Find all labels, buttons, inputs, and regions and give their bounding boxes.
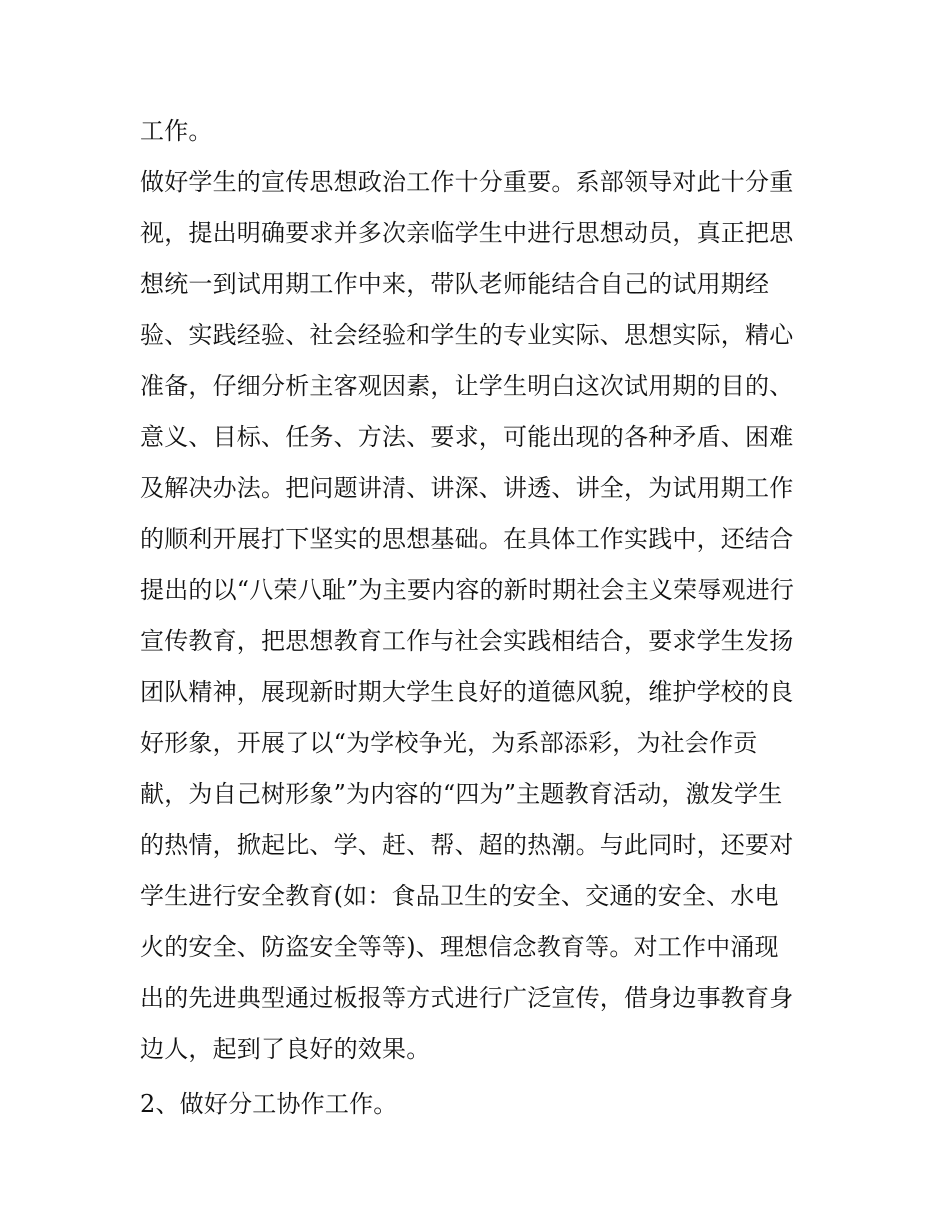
text-line: 学生进行安全教育(如：食品卫生的安全、交通的安全、水电: [140, 882, 779, 910]
text-line: 出的先进典型通过板报等方式进行广泛宣传，借身边事教育身: [140, 984, 794, 1012]
text-line: 献，为自己树形象”为内容的“四为”主题教育活动，激发学生: [140, 780, 783, 808]
text-line: 想统一到试用期工作中来，带队老师能结合自己的试用期经: [140, 270, 770, 298]
text-line: 验、实践经验、社会经验和学生的专业实际、思想实际，精心: [140, 321, 794, 349]
text-line: 提出的以“八荣八耻”为主要内容的新时期社会主义荣辱观进行: [140, 576, 795, 604]
text-line: 宣传教育，把思想教育工作与社会实践相结合，要求学生发扬: [140, 627, 794, 655]
text-line: 工作。: [140, 117, 213, 145]
text-line: 准备，仔细分析主客观因素，让学生明白这次试用期的目的、: [140, 372, 794, 400]
text-line: 做好学生的宣传思想政治工作十分重要。系部领导对此十分重: [140, 168, 794, 196]
text-line: 的顺利开展打下坚实的思想基础。在具体工作实践中，还结合: [140, 525, 794, 553]
text-line: 视，提出明确要求并多次亲临学生中进行思想动员，真正把思: [140, 219, 794, 247]
text-line: 及解决办法。把问题讲清、讲深、讲透、讲全，为试用期工作: [140, 474, 794, 502]
text-line: 火的安全、防盗安全等等)、理想信念教育等。对工作中涌现: [140, 933, 779, 961]
text-line: 的热情，掀起比、学、赶、帮、超的热潮。与此同时，还要对: [140, 831, 794, 859]
text-line: 意义、目标、任务、方法、要求，可能出现的各种矛盾、困难: [140, 423, 794, 451]
text-line: 边人，起到了良好的效果。: [140, 1035, 431, 1063]
document-body: [140, 106, 820, 1130]
text-line: 团队精神，展现新时期大学生良好的道德风貌，维护学校的良: [140, 678, 794, 706]
text-line: 好形象，开展了以“为学校争光，为系部添彩，为社会作贡: [140, 729, 758, 757]
section-heading: 2、做好分工协作工作。: [140, 1090, 398, 1118]
